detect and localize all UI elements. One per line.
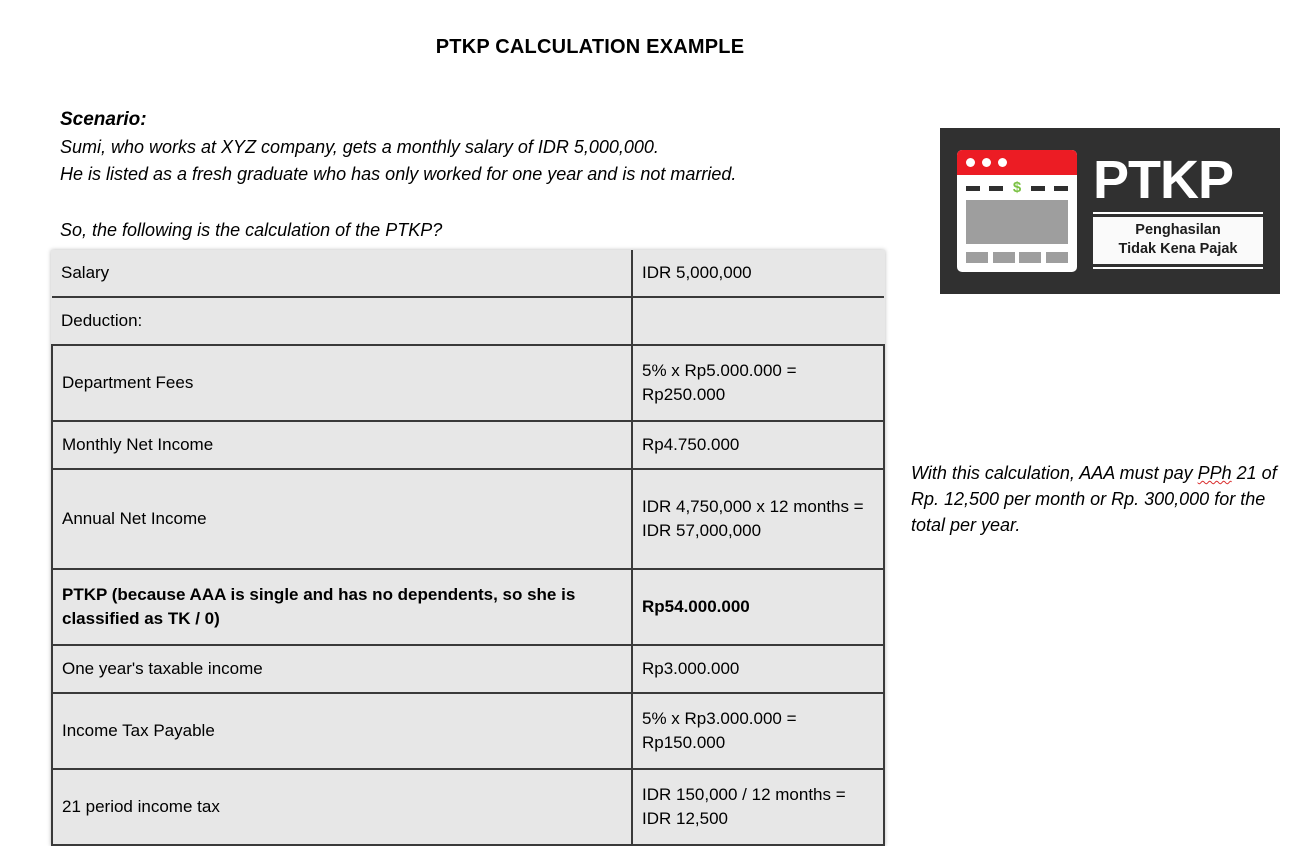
row-value: Rp3.000.000 xyxy=(632,645,884,693)
scenario-line-1: Sumi, who works at XYZ company, gets a monthly salary of IDR 5,000,000. xyxy=(60,137,659,157)
table-row xyxy=(52,645,884,693)
note-part-1: With this calculation, AAA must pay xyxy=(911,463,1198,483)
table-row xyxy=(52,250,884,297)
card-footer-bars xyxy=(966,252,1068,263)
card-title-bar xyxy=(957,150,1077,175)
footer-bar-icon xyxy=(966,252,988,263)
row-value: Rp4.750.000 xyxy=(632,421,884,469)
row-value: 5% x Rp3.000.000 = Rp150.000 xyxy=(632,693,884,769)
footer-bar-icon xyxy=(1019,252,1041,263)
logo-divider-top xyxy=(1093,212,1263,214)
table-body xyxy=(52,250,884,845)
table-row xyxy=(52,297,884,345)
row-label: Deduction: xyxy=(52,297,632,345)
logo-text-group xyxy=(1091,150,1263,269)
table-row xyxy=(52,469,884,569)
row-label: Income Tax Payable xyxy=(52,693,632,769)
footer-bar-icon xyxy=(993,252,1015,263)
table-row xyxy=(52,693,884,769)
logo-subtitle-line-1: Penghasilan xyxy=(1135,222,1221,238)
logo-subtitle xyxy=(1093,217,1263,264)
row-label: Monthly Net Income xyxy=(52,421,632,469)
window-dot-icon xyxy=(966,158,975,167)
dollar-icon: $ xyxy=(1012,179,1022,196)
logo-divider-bottom xyxy=(1093,267,1263,269)
scenario-question: So, the following is the calculation of the PTKP? xyxy=(60,220,443,240)
row-value: 5% x Rp5.000.000 = Rp250.000 xyxy=(632,345,884,421)
dash-icon xyxy=(966,186,980,191)
row-value: IDR 5,000,000 xyxy=(632,250,884,297)
window-dot-icon xyxy=(998,158,1007,167)
row-label: Department Fees xyxy=(52,345,632,421)
scenario-block xyxy=(60,106,860,188)
card-content-block xyxy=(966,200,1068,244)
row-value: Rp54.000.000 xyxy=(632,569,884,645)
table-row xyxy=(52,569,884,645)
note-spellcheck-term: PPh xyxy=(1197,463,1232,483)
row-label: 21 period income tax xyxy=(52,769,632,845)
table-row xyxy=(52,345,884,421)
logo-acronym: PTKP xyxy=(1093,150,1234,210)
scenario-line-2: He is listed as a fresh graduate who has only worked for one year and is not married. xyxy=(60,164,737,184)
dash-icon xyxy=(989,186,1003,191)
ptkp-logo-image xyxy=(940,128,1280,294)
row-value: IDR 150,000 / 12 months = IDR 12,500 xyxy=(632,769,884,845)
ptkp-calculation-table xyxy=(51,250,885,846)
card-dash-row xyxy=(966,179,1068,196)
table-row xyxy=(52,421,884,469)
scenario-heading: Scenario: xyxy=(60,109,147,130)
note-part-2: 21 of Rp. 12,500 per month or Rp. 300,000 for the total per year. xyxy=(911,463,1277,535)
row-value xyxy=(632,297,884,345)
document-card-icon xyxy=(957,150,1077,272)
footer-bar-icon xyxy=(1046,252,1068,263)
row-value: IDR 4,750,000 x 12 months = IDR 57,000,000 xyxy=(632,469,884,569)
row-label: Annual Net Income xyxy=(52,469,632,569)
row-label: PTKP (because AAA is single and has no dependents, so she is classified as TK / 0) xyxy=(52,569,632,645)
dash-icon xyxy=(1054,186,1068,191)
card-body xyxy=(957,175,1077,272)
dash-icon xyxy=(1031,186,1045,191)
row-label: One year's taxable income xyxy=(52,645,632,693)
page-title: PTKP CALCULATION EXAMPLE xyxy=(435,36,745,58)
row-label: Salary xyxy=(52,250,632,297)
conclusion-note xyxy=(911,460,1281,538)
table-row xyxy=(52,769,884,845)
window-dot-icon xyxy=(982,158,991,167)
logo-subtitle-line-2: Tidak Kena Pajak xyxy=(1118,241,1238,257)
